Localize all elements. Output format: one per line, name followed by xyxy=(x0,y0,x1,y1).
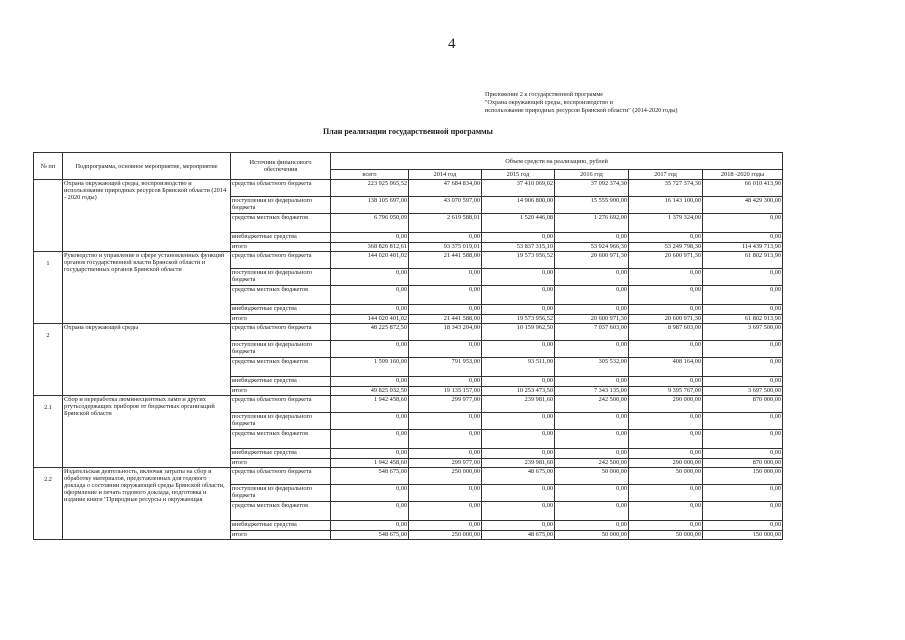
amount-cell: 37 092 374,30 xyxy=(555,180,629,197)
amount-cell: 0,00 xyxy=(482,377,555,387)
section-code xyxy=(34,180,63,252)
amount-cell: 0,00 xyxy=(629,286,703,305)
section-name: Издательская деятельность, включая затраты на сбор и обработку материалов, представленных для годового доклада о состоянии окружающей среды Брянской области, оформление и печать годового доклада, подготовка и издание книги "Природные ресурсы и окружающая xyxy=(63,468,231,540)
amount-cell: 0,00 xyxy=(409,233,482,243)
appendix-note xyxy=(485,91,677,116)
amount-cell: 0,00 xyxy=(629,413,703,430)
amount-cell: 20 600 971,30 xyxy=(629,315,703,324)
amount-cell: 0,00 xyxy=(331,286,409,305)
appendix-line: использование природных ресурсов Брянской области" (2014-2020 годы) xyxy=(485,107,678,115)
amount-cell: 0,00 xyxy=(331,341,409,358)
amount-cell: 0,00 xyxy=(555,377,629,387)
amount-cell: 0,00 xyxy=(555,413,629,430)
funding-source: поступления из федерального бюджета xyxy=(231,269,331,286)
amount-cell: 1 520 446,08 xyxy=(482,214,555,233)
amount-cell: 50 000,00 xyxy=(555,531,629,540)
amount-cell: 6 796 050,09 xyxy=(331,214,409,233)
amount-cell: 0,00 xyxy=(555,521,629,531)
table-row xyxy=(34,324,783,341)
funding-source: средства областного бюджета xyxy=(231,468,331,485)
funding-source: итого xyxy=(231,459,331,468)
appendix-line: "Охрана окружающей среды, воспроизводство и xyxy=(485,99,613,107)
amount-cell: 0,00 xyxy=(482,286,555,305)
amount-cell: 0,00 xyxy=(555,485,629,502)
amount-cell: 0,00 xyxy=(629,485,703,502)
amount-cell: 0,00 xyxy=(629,521,703,531)
funding-source: поступления из федерального бюджета xyxy=(231,197,331,214)
amount-cell: 0,00 xyxy=(482,305,555,315)
amount-cell: 250 000,00 xyxy=(409,468,482,485)
amount-cell: 870 000,00 xyxy=(703,396,783,413)
amount-cell: 0,00 xyxy=(703,305,783,315)
amount-cell: 50 000,00 xyxy=(629,531,703,540)
amount-cell: 0,00 xyxy=(482,521,555,531)
amount-cell: 19 573 956,52 xyxy=(482,252,555,269)
section-name: Сбор и переработка люминесцентных ламп и других ртутьсодержащих приборов от бюджетных организаций Брянской области xyxy=(63,396,231,468)
amount-cell: 114 439 713,90 xyxy=(703,243,783,252)
amount-cell: 0,00 xyxy=(703,485,783,502)
funding-source: средства областного бюджета xyxy=(231,180,331,197)
funding-source: внебюджетные средства xyxy=(231,233,331,243)
amount-cell: 0,00 xyxy=(331,430,409,449)
amount-cell: 48 429 300,00 xyxy=(703,197,783,214)
amount-cell: 2 619 588,01 xyxy=(409,214,482,233)
funding-source: внебюджетные средства xyxy=(231,377,331,387)
amount-cell: 16 143 100,00 xyxy=(629,197,703,214)
header-col-total: всего xyxy=(331,170,409,180)
amount-cell: 0,00 xyxy=(409,485,482,502)
section-code: 2.2 xyxy=(34,468,63,540)
amount-cell: 61 802 913,90 xyxy=(703,315,783,324)
amount-cell: 0,00 xyxy=(409,377,482,387)
section-name: Охрана окружающей среды xyxy=(63,324,231,396)
amount-cell: 1 379 324,00 xyxy=(629,214,703,233)
amount-cell: 0,00 xyxy=(409,502,482,521)
amount-cell: 0,00 xyxy=(482,430,555,449)
amount-cell: 0,00 xyxy=(703,358,783,377)
amount-cell: 0,00 xyxy=(331,521,409,531)
amount-cell: 299 977,00 xyxy=(409,396,482,413)
amount-cell: 305 532,00 xyxy=(555,358,629,377)
amount-cell: 870 000,00 xyxy=(703,459,783,468)
amount-cell: 0,00 xyxy=(331,377,409,387)
amount-cell: 47 684 834,00 xyxy=(409,180,482,197)
table-row xyxy=(34,468,783,485)
amount-cell: 0,00 xyxy=(331,449,409,459)
amount-cell: 20 600 971,30 xyxy=(629,252,703,269)
amount-cell: 0,00 xyxy=(555,233,629,243)
amount-cell: 0,00 xyxy=(409,286,482,305)
amount-cell: 0,00 xyxy=(629,430,703,449)
amount-cell: 0,00 xyxy=(482,485,555,502)
amount-cell: 0,00 xyxy=(482,341,555,358)
header-num: № пп xyxy=(34,153,63,180)
amount-cell: 239 981,60 xyxy=(482,396,555,413)
amount-cell: 290 000,00 xyxy=(629,396,703,413)
amount-cell: 548 675,00 xyxy=(331,531,409,540)
funding-source: итого xyxy=(231,387,331,396)
amount-cell: 0,00 xyxy=(629,233,703,243)
amount-cell: 242 500,00 xyxy=(555,459,629,468)
document-title: План реализации государственной программы xyxy=(323,127,493,136)
amount-cell: 35 727 374,30 xyxy=(629,180,703,197)
header-col-2014: 2014 год xyxy=(409,170,482,180)
section-code: 2 xyxy=(34,324,63,396)
amount-cell: 48 675,00 xyxy=(482,531,555,540)
amount-cell: 239 981,60 xyxy=(482,459,555,468)
amount-cell: 1 599 160,00 xyxy=(331,358,409,377)
page-number: 4 xyxy=(448,36,456,52)
funding-source: поступления из федерального бюджета xyxy=(231,341,331,358)
funding-source: средства областного бюджета xyxy=(231,396,331,413)
amount-cell: 61 802 913,90 xyxy=(703,252,783,269)
amount-cell: 19 135 157,00 xyxy=(409,387,482,396)
amount-cell: 0,00 xyxy=(409,449,482,459)
appendix-line: Приложение 2 к государственной программе xyxy=(485,91,604,98)
amount-cell: 408 164,00 xyxy=(629,358,703,377)
amount-cell: 0,00 xyxy=(409,430,482,449)
amount-cell: 20 600 971,30 xyxy=(555,252,629,269)
header-col-2015: 2015 год xyxy=(482,170,555,180)
amount-cell: 0,00 xyxy=(555,341,629,358)
amount-cell: 242 500,00 xyxy=(555,396,629,413)
amount-cell: 49 825 032,50 xyxy=(331,387,409,396)
amount-cell: 50 000,00 xyxy=(629,468,703,485)
amount-cell: 19 573 956,52 xyxy=(482,315,555,324)
amount-cell: 20 600 971,30 xyxy=(555,315,629,324)
header-program: Подпрограмма, основное мероприятие, мероприятие xyxy=(63,153,231,180)
header-col-2018-2020: 2018 -2020 годы xyxy=(703,170,783,180)
amount-cell: 93 375 019,01 xyxy=(409,243,482,252)
amount-cell: 21 441 588,00 xyxy=(409,315,482,324)
amount-cell: 548 675,00 xyxy=(331,468,409,485)
amount-cell: 0,00 xyxy=(331,502,409,521)
amount-cell: 0,00 xyxy=(409,305,482,315)
amount-cell: 0,00 xyxy=(482,269,555,286)
amount-cell: 7 343 135,00 xyxy=(555,387,629,396)
amount-cell: 368 826 812,61 xyxy=(331,243,409,252)
amount-cell: 0,00 xyxy=(703,233,783,243)
section-code: 2.1 xyxy=(34,396,63,468)
amount-cell: 43 070 597,00 xyxy=(409,197,482,214)
funding-source: средства местных бюджетов xyxy=(231,502,331,521)
table-row xyxy=(34,252,783,269)
amount-cell: 0,00 xyxy=(482,502,555,521)
header-source: Источник финансового обеспечения xyxy=(231,153,331,180)
amount-cell: 0,00 xyxy=(703,286,783,305)
amount-cell: 9 395 767,00 xyxy=(629,387,703,396)
amount-cell: 0,00 xyxy=(482,413,555,430)
amount-cell: 290 000,00 xyxy=(629,459,703,468)
funding-source: средства местных бюджетов xyxy=(231,214,331,233)
amount-cell: 0,00 xyxy=(703,413,783,430)
amount-cell: 0,00 xyxy=(703,341,783,358)
funding-source: внебюджетные средства xyxy=(231,449,331,459)
amount-cell: 0,00 xyxy=(703,214,783,233)
amount-cell: 53 924 966,30 xyxy=(555,243,629,252)
amount-cell: 7 037 603,00 xyxy=(555,324,629,341)
amount-cell: 0,00 xyxy=(331,269,409,286)
funding-source: внебюджетные средства xyxy=(231,521,331,531)
amount-cell: 150 000,00 xyxy=(703,468,783,485)
amount-cell: 0,00 xyxy=(409,341,482,358)
amount-cell: 21 441 588,00 xyxy=(409,252,482,269)
amount-cell: 0,00 xyxy=(555,286,629,305)
amount-cell: 0,00 xyxy=(555,269,629,286)
section-name: Охрана окружающей среды, воспроизводство и использование природных ресурсов Брянской области (2014 - 2020 годы) xyxy=(63,180,231,252)
amount-cell: 8 987 603,00 xyxy=(629,324,703,341)
table-row xyxy=(34,180,783,197)
amount-cell: 66 010 413,90 xyxy=(703,180,783,197)
amount-cell: 138 105 697,00 xyxy=(331,197,409,214)
amount-cell: 0,00 xyxy=(555,502,629,521)
amount-cell: 0,00 xyxy=(629,449,703,459)
funding-source: итого xyxy=(231,243,331,252)
amount-cell: 93 511,00 xyxy=(482,358,555,377)
amount-cell: 0,00 xyxy=(331,413,409,430)
funding-source: средства местных бюджетов xyxy=(231,358,331,377)
amount-cell: 1 276 692,00 xyxy=(555,214,629,233)
amount-cell: 10 159 962,50 xyxy=(482,324,555,341)
amount-cell: 0,00 xyxy=(409,521,482,531)
funding-source: итого xyxy=(231,315,331,324)
amount-cell: 0,00 xyxy=(703,269,783,286)
amount-cell: 53 837 315,10 xyxy=(482,243,555,252)
header-col-2016: 2016 год xyxy=(555,170,629,180)
funding-source: средства местных бюджетов xyxy=(231,430,331,449)
amount-cell: 0,00 xyxy=(629,502,703,521)
plan-table xyxy=(33,152,783,540)
amount-cell: 0,00 xyxy=(482,233,555,243)
amount-cell: 0,00 xyxy=(703,521,783,531)
header-volume: Объем средств на реализацию, рублей xyxy=(331,153,783,170)
amount-cell: 0,00 xyxy=(409,269,482,286)
amount-cell: 15 555 900,00 xyxy=(555,197,629,214)
amount-cell: 144 020 401,02 xyxy=(331,252,409,269)
section-code: 1 xyxy=(34,252,63,324)
amount-cell: 0,00 xyxy=(703,449,783,459)
amount-cell: 0,00 xyxy=(629,377,703,387)
amount-cell: 0,00 xyxy=(703,430,783,449)
amount-cell: 0,00 xyxy=(629,341,703,358)
amount-cell: 14 906 800,00 xyxy=(482,197,555,214)
amount-cell: 0,00 xyxy=(482,449,555,459)
amount-cell: 1 942 458,60 xyxy=(331,396,409,413)
section-name: Руководство и управление в сфере установленных функций органов государственной власти Брянской области и государственных органов Брянской области xyxy=(63,252,231,324)
funding-source: поступления из федерального бюджета xyxy=(231,413,331,430)
amount-cell: 0,00 xyxy=(555,305,629,315)
amount-cell: 299 977,00 xyxy=(409,459,482,468)
funding-source: средства местных бюджетов xyxy=(231,286,331,305)
plan-table-body xyxy=(34,180,783,540)
amount-cell: 0,00 xyxy=(703,377,783,387)
amount-cell: 791 953,00 xyxy=(409,358,482,377)
funding-source: средства областного бюджета xyxy=(231,324,331,341)
amount-cell: 0,00 xyxy=(629,305,703,315)
funding-source: средства областного бюджета xyxy=(231,252,331,269)
amount-cell: 0,00 xyxy=(409,413,482,430)
amount-cell: 223 925 065,52 xyxy=(331,180,409,197)
amount-cell: 3 697 500,00 xyxy=(703,324,783,341)
amount-cell: 1 942 458,60 xyxy=(331,459,409,468)
amount-cell: 37 410 069,02 xyxy=(482,180,555,197)
amount-cell: 0,00 xyxy=(703,502,783,521)
amount-cell: 18 343 204,00 xyxy=(409,324,482,341)
amount-cell: 53 249 798,30 xyxy=(629,243,703,252)
funding-source: внебюджетные средства xyxy=(231,305,331,315)
amount-cell: 0,00 xyxy=(555,430,629,449)
amount-cell: 0,00 xyxy=(331,233,409,243)
header-col-2017: 2017 год xyxy=(629,170,703,180)
table-row xyxy=(34,396,783,413)
amount-cell: 0,00 xyxy=(331,485,409,502)
amount-cell: 3 697 500,00 xyxy=(703,387,783,396)
amount-cell: 10 253 473,50 xyxy=(482,387,555,396)
amount-cell: 250 000,00 xyxy=(409,531,482,540)
amount-cell: 48 675,00 xyxy=(482,468,555,485)
amount-cell: 150 000,00 xyxy=(703,531,783,540)
amount-cell: 0,00 xyxy=(331,305,409,315)
amount-cell: 144 020 401,02 xyxy=(331,315,409,324)
funding-source: итого xyxy=(231,531,331,540)
funding-source: поступления из федерального бюджета xyxy=(231,485,331,502)
amount-cell: 0,00 xyxy=(629,269,703,286)
amount-cell: 50 000,00 xyxy=(555,468,629,485)
amount-cell: 0,00 xyxy=(555,449,629,459)
amount-cell: 48 225 872,50 xyxy=(331,324,409,341)
